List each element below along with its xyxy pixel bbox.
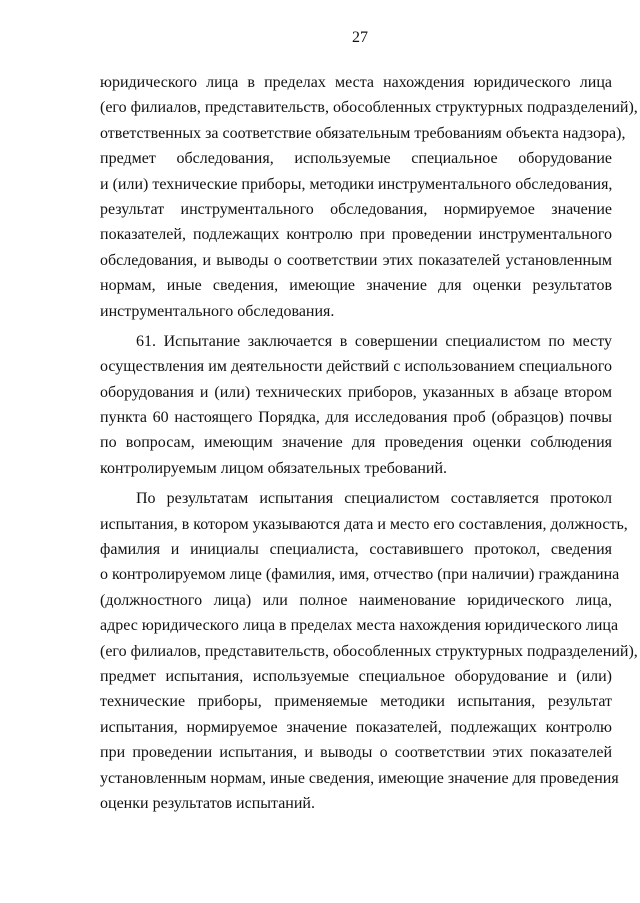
- text-line: (его филиалов, представительств, обособленных структурных подразделений),: [100, 642, 638, 660]
- text-line: предмет испытания, используемые специальное оборудование и (или): [100, 667, 612, 685]
- text-line: осуществления им деятельности действий с использованием специального: [100, 358, 612, 376]
- text-line: установленным нормам, иные сведения, имеющие значение для проведения: [100, 769, 619, 787]
- text-line: при проведении испытания, и выводы о соответствии этих показателей: [100, 744, 612, 762]
- text-line: предмет обследования, используемые специальное оборудование: [100, 150, 612, 168]
- text-line: показателей, подлежащих контролю при проведении инструментального: [100, 226, 612, 244]
- text-line: 61. Испытание заключается в совершении специалистом по месту: [136, 332, 612, 350]
- document-body: [100, 70, 638, 816]
- text-line: оценки результатов испытаний.: [100, 794, 315, 812]
- page-number: 27: [352, 29, 368, 46]
- text-line: технические приборы, применяемые методики испытания, результат: [100, 693, 612, 711]
- text-line: обследования, и выводы о соответствии этих показателей установленным: [100, 251, 612, 269]
- text-line: фамилия и инициалы специалиста, составившего протокол, сведения: [100, 541, 612, 559]
- paragraph: [100, 70, 638, 324]
- text-line: и (или) технические приборы, методики инструментального обследования,: [100, 175, 613, 193]
- text-line: оборудования и (или) технических приборов, указанных в абзаце втором: [100, 383, 612, 401]
- text-line: юридического лица в пределах места нахождения юридического лица: [100, 74, 612, 91]
- text-line: пункта 60 настоящего Порядка, для исследования проб (образцов) почвы: [100, 409, 612, 427]
- text-line: инструментального обследования.: [100, 302, 335, 320]
- text-line: нормам, иные сведения, имеющие значение для оценки результатов: [100, 277, 612, 295]
- text-line: по вопросам, имеющим значение для проведения оценки соблюдения: [100, 434, 612, 452]
- text-line: результат инструментального обследования, нормируемое значение: [100, 200, 612, 218]
- paragraph: [100, 329, 612, 481]
- text-line: адрес юридического лица в пределах места нахождения юридического лица: [100, 617, 619, 635]
- text-line: испытания, нормируемое значение показателей, подлежащих контролю: [100, 718, 612, 736]
- text-line: (должностного лица) или полное наименование юридического лица,: [100, 591, 612, 609]
- paragraph: [100, 486, 638, 816]
- text-line: (его филиалов, представительств, обособленных структурных подразделений),: [100, 99, 638, 117]
- text-line: о контролируемом лице (фамилия, имя, отчество (при наличии) гражданина: [100, 566, 620, 584]
- text-line: испытания, в котором указываются дата и место его составления, должность,: [100, 515, 628, 533]
- text-line: контролируемым лицом обязательных требований.: [100, 459, 448, 477]
- text-line: ответственных за соответствие обязательным требованиям объекта надзора),: [100, 124, 626, 142]
- text-line: По результатам испытания специалистом составляется протокол: [136, 490, 612, 508]
